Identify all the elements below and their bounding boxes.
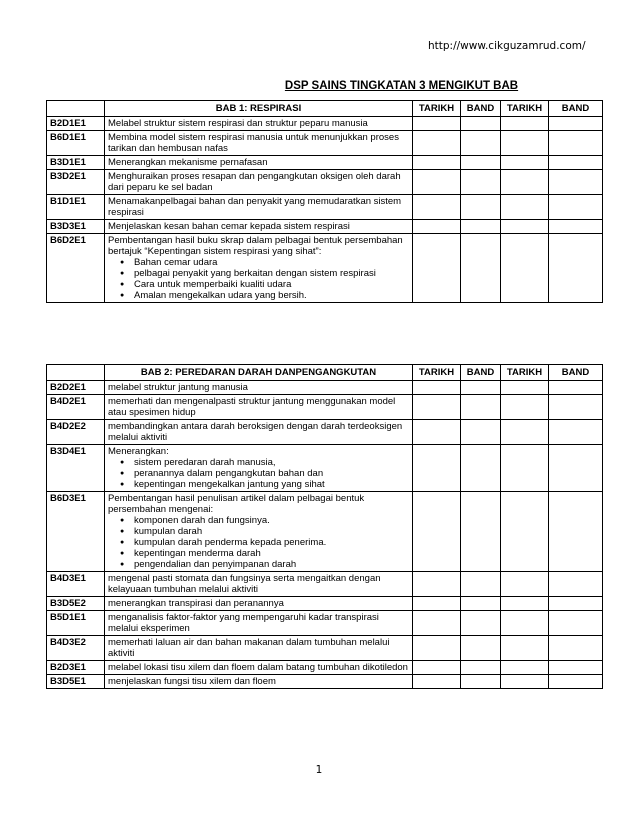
page-number: 1: [315, 764, 323, 776]
description-text: Menjelaskan kesan bahan cemar kepada sistem respirasi: [108, 221, 350, 232]
tarikh-cell[interactable]: [501, 381, 549, 395]
tarikh-cell[interactable]: [413, 395, 461, 420]
standard-description: [105, 170, 413, 195]
table-row: [47, 675, 603, 689]
tarikh-cell[interactable]: [413, 661, 461, 675]
band-cell[interactable]: [461, 381, 501, 395]
table-row: [47, 420, 603, 445]
description-text: memerhati dan mengenalpasti struktur jantung menggunakan model atau spesimen hidup: [108, 396, 396, 418]
table-header-row: [47, 365, 603, 381]
table-row: [47, 381, 603, 395]
band-cell[interactable]: [549, 195, 603, 220]
band-cell[interactable]: [549, 572, 603, 597]
column-header-tarikh: TARIKH: [501, 365, 549, 381]
band-cell[interactable]: [549, 445, 603, 492]
header-blank-cell: [47, 101, 105, 117]
description-text: melabel struktur jantung manusia: [108, 382, 248, 393]
description-text: melabel lokasi tisu xilem dan floem dalam batang tumbuhan dikotiledon: [108, 662, 408, 673]
description-text: Pembentangan hasil buku skrap dalam pelbagai bentuk persembahan bertajuk “Kepentingan sistem respirasi yang sihat”:: [108, 235, 403, 257]
standard-code: B3D4E1: [47, 445, 105, 492]
bullet-list: [108, 515, 409, 570]
description-text: memerhati laluan air dan bahan makanan dalam tumbuhan melalui aktiviti: [108, 637, 390, 659]
tarikh-cell[interactable]: [413, 381, 461, 395]
description-text: Membina model sistem respirasi manusia untuk menunjukkan proses tarikan dan hembusan nafas: [108, 132, 399, 154]
tarikh-cell[interactable]: [413, 611, 461, 636]
description-text: membandingkan antara darah beroksigen dengan darah terdeoksigen melalui aktiviti: [108, 421, 403, 443]
tarikh-cell[interactable]: [413, 445, 461, 492]
tarikh-cell[interactable]: [413, 234, 461, 303]
band-cell[interactable]: [549, 675, 603, 689]
tarikh-cell[interactable]: [413, 170, 461, 195]
standard-description: [105, 445, 413, 492]
standard-code: B6D2E1: [47, 234, 105, 303]
standard-description: [105, 572, 413, 597]
band-cell[interactable]: [461, 572, 501, 597]
standard-description: [105, 156, 413, 170]
standard-description: [105, 661, 413, 675]
table-row: [47, 131, 603, 156]
band-cell[interactable]: [549, 117, 603, 131]
bullet-item: ● kepentingan menderma darah: [134, 548, 409, 559]
bullet-item: ● sistem peredaran darah manusia,: [134, 457, 409, 468]
tarikh-cell[interactable]: [413, 597, 461, 611]
tarikh-cell[interactable]: [501, 156, 549, 170]
band-cell[interactable]: [549, 381, 603, 395]
standard-code: B4D2E1: [47, 395, 105, 420]
description-text: mengenal pasti stomata dan fungsinya serta mengaitkan dengan kelayuaan tumbuhan melalui aktiviti: [108, 573, 381, 595]
bullet-item: ● Amalan mengekalkan udara yang bersih.: [134, 290, 409, 301]
table-row: [47, 156, 603, 170]
description-text: menjelaskan fungsi tisu xilem dan floem: [108, 676, 276, 687]
description-text: Menerangkan:: [108, 446, 169, 457]
standard-description: [105, 220, 413, 234]
standard-description: [105, 492, 413, 572]
standard-code: B2D3E1: [47, 661, 105, 675]
table-row: [47, 636, 603, 661]
tarikh-cell[interactable]: [501, 195, 549, 220]
band-cell[interactable]: [549, 420, 603, 445]
table-header-row: [47, 101, 603, 117]
band-cell[interactable]: [549, 131, 603, 156]
tarikh-cell[interactable]: [501, 611, 549, 636]
tarikh-cell[interactable]: [501, 395, 549, 420]
band-cell[interactable]: [461, 131, 501, 156]
description-text: Menghuraikan proses resapan dan pengangkutan oksigen oleh darah dari peparu ke sel badan: [108, 171, 401, 193]
tarikh-cell[interactable]: [501, 170, 549, 195]
column-header-tarikh: TARIKH: [501, 101, 549, 117]
table-row: [47, 195, 603, 220]
band-cell[interactable]: [461, 661, 501, 675]
band-cell[interactable]: [461, 220, 501, 234]
table-row: [47, 170, 603, 195]
standard-code: B3D3E1: [47, 220, 105, 234]
standard-description: [105, 611, 413, 636]
table-row: [47, 661, 603, 675]
column-header-band: BAND: [461, 101, 501, 117]
band-cell[interactable]: [461, 117, 501, 131]
website-url: http://www.cikguzamrud.com/: [428, 40, 586, 52]
tarikh-cell[interactable]: [413, 492, 461, 572]
table-row: [47, 492, 603, 572]
standard-code: B6D1E1: [47, 131, 105, 156]
standard-description: [105, 597, 413, 611]
column-header-tarikh: TARIKH: [413, 101, 461, 117]
bullet-item: ● Cara untuk memperbaiki kualiti udara: [134, 279, 409, 290]
standard-code: B3D5E2: [47, 597, 105, 611]
band-cell[interactable]: [461, 492, 501, 572]
standard-description: [105, 636, 413, 661]
tarikh-cell[interactable]: [413, 156, 461, 170]
band-cell[interactable]: [461, 170, 501, 195]
bullet-item: ● kepentingan mengekalkan jantung yang sihat: [134, 479, 409, 490]
band-cell[interactable]: [549, 597, 603, 611]
band-cell[interactable]: [461, 234, 501, 303]
band-cell[interactable]: [549, 661, 603, 675]
standard-description: [105, 234, 413, 303]
tarikh-cell[interactable]: [413, 131, 461, 156]
tarikh-cell[interactable]: [413, 117, 461, 131]
tarikh-cell[interactable]: [413, 195, 461, 220]
standard-code: B2D2E1: [47, 381, 105, 395]
band-cell[interactable]: [549, 170, 603, 195]
band-cell[interactable]: [461, 611, 501, 636]
band-cell[interactable]: [461, 420, 501, 445]
description-text: menganalisis faktor-faktor yang mempengaruhi kadar transpirasi melalui eksperimen: [108, 612, 379, 634]
description-text: Menamakanpelbagai bahan dan penyakit yang memudaratkan sistem respirasi: [108, 196, 402, 218]
table-row: [47, 117, 603, 131]
bullet-item: ● peranannya dalam pengangkutan bahan dan: [134, 468, 409, 479]
standard-description: [105, 381, 413, 395]
bullet-item: ● kumpulan darah: [134, 526, 409, 537]
column-header-band: BAND: [549, 101, 603, 117]
tarikh-cell[interactable]: [501, 420, 549, 445]
band-cell[interactable]: [549, 395, 603, 420]
band-cell[interactable]: [549, 636, 603, 661]
tarikh-cell[interactable]: [501, 117, 549, 131]
band-cell[interactable]: [461, 156, 501, 170]
tarikh-cell[interactable]: [501, 661, 549, 675]
bullet-item: ● Bahan cemar udara: [134, 257, 409, 268]
chapter-heading: BAB 1: RESPIRASI: [105, 101, 413, 117]
tarikh-cell[interactable]: [501, 572, 549, 597]
bullet-item: ● kumpulan darah penderma kepada penerima.: [134, 537, 409, 548]
table-bab-1: [46, 100, 603, 303]
header-blank-cell: [47, 365, 105, 381]
band-cell[interactable]: [461, 395, 501, 420]
standard-description: [105, 395, 413, 420]
standard-code: B1D1E1: [47, 195, 105, 220]
document-title: DSP SAINS TINGKATAN 3 MENGIKUT BAB: [284, 80, 519, 92]
standard-code: B6D3E1: [47, 492, 105, 572]
standard-description: [105, 131, 413, 156]
description-text: Pembentangan hasil penulisan artikel dalam pelbagai bentuk persembahan mengenai:: [108, 493, 365, 515]
standard-code: B4D2E2: [47, 420, 105, 445]
tarikh-cell[interactable]: [501, 636, 549, 661]
description-text: Menerangkan mekanisme pernafasan: [108, 157, 268, 168]
bullet-item: ● pelbagai penyakit yang berkaitan dengan sistem respirasi: [134, 268, 409, 279]
table-row: [47, 220, 603, 234]
standard-description: [105, 675, 413, 689]
tarikh-cell[interactable]: [501, 220, 549, 234]
band-cell[interactable]: [461, 636, 501, 661]
chapter-heading: BAB 2: PEREDARAN DARAH DANPENGANGKUTAN: [105, 365, 413, 381]
tarikh-cell[interactable]: [413, 420, 461, 445]
bullet-list: [108, 257, 409, 301]
standard-description: [105, 117, 413, 131]
column-header-tarikh: TARIKH: [413, 365, 461, 381]
bullet-item: ● pengendalian dan penyimpanan darah: [134, 559, 409, 570]
tarikh-cell[interactable]: [501, 131, 549, 156]
standard-code: B3D5E1: [47, 675, 105, 689]
description-text: Melabel struktur sistem respirasi dan struktur peparu manusia: [108, 118, 368, 129]
standard-description: [105, 195, 413, 220]
standard-code: B2D1E1: [47, 117, 105, 131]
band-cell[interactable]: [461, 675, 501, 689]
band-cell[interactable]: [549, 492, 603, 572]
tarikh-cell[interactable]: [501, 597, 549, 611]
band-cell[interactable]: [549, 611, 603, 636]
band-cell[interactable]: [461, 195, 501, 220]
standard-code: B4D3E2: [47, 636, 105, 661]
band-cell[interactable]: [461, 445, 501, 492]
tarikh-cell[interactable]: [501, 492, 549, 572]
bullet-list: [108, 457, 409, 490]
standard-description: [105, 420, 413, 445]
tarikh-cell[interactable]: [501, 234, 549, 303]
tarikh-cell[interactable]: [413, 572, 461, 597]
table-bab-2: [46, 364, 603, 689]
table-row: [47, 234, 603, 303]
bullet-item: ● komponen darah dan fungsinya.: [134, 515, 409, 526]
table-row: [47, 395, 603, 420]
tarikh-cell[interactable]: [413, 675, 461, 689]
tarikh-cell[interactable]: [501, 445, 549, 492]
standard-code: B4D3E1: [47, 572, 105, 597]
band-cell[interactable]: [549, 156, 603, 170]
band-cell[interactable]: [549, 234, 603, 303]
description-text: menerangkan transpirasi dan peranannya: [108, 598, 284, 609]
table-row: [47, 572, 603, 597]
band-cell[interactable]: [549, 220, 603, 234]
standard-code: B3D2E1: [47, 170, 105, 195]
table-row: [47, 445, 603, 492]
column-header-band: BAND: [549, 365, 603, 381]
column-header-band: BAND: [461, 365, 501, 381]
tarikh-cell[interactable]: [413, 220, 461, 234]
table-row: [47, 611, 603, 636]
standard-code: B5D1E1: [47, 611, 105, 636]
band-cell[interactable]: [461, 597, 501, 611]
tarikh-cell[interactable]: [501, 675, 549, 689]
table-row: [47, 597, 603, 611]
standard-code: B3D1E1: [47, 156, 105, 170]
tarikh-cell[interactable]: [413, 636, 461, 661]
